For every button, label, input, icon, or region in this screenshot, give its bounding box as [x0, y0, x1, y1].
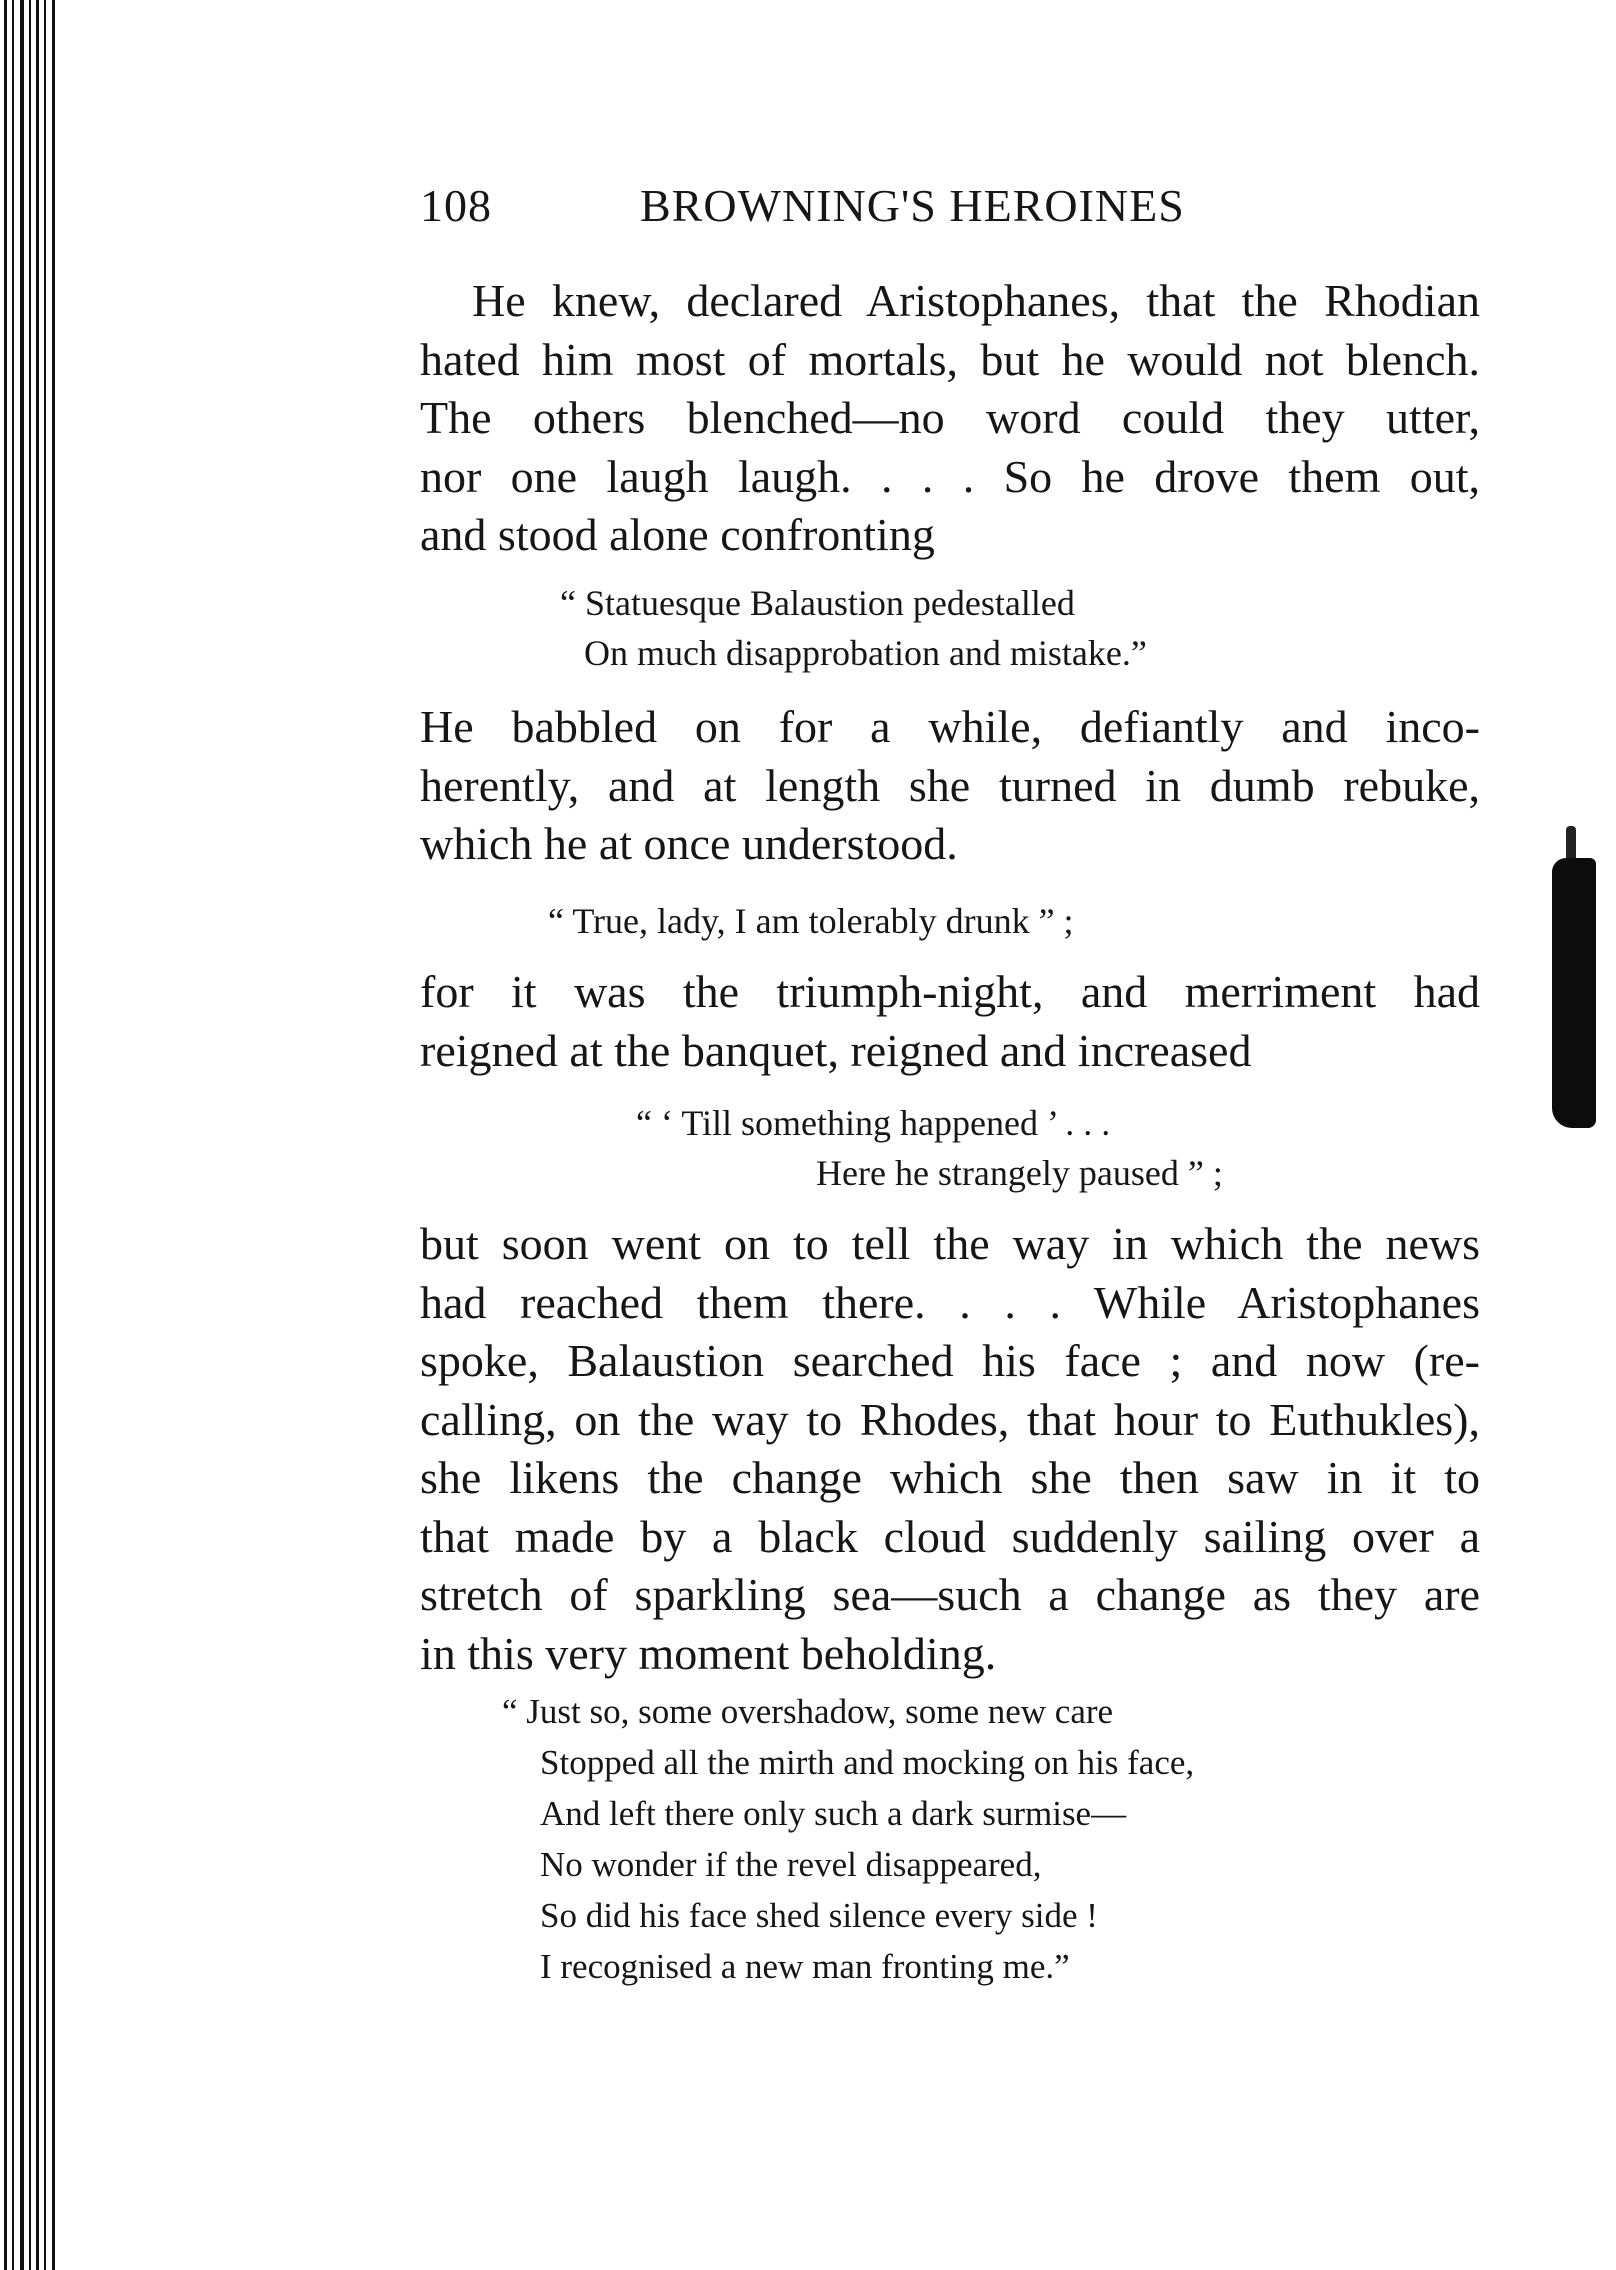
gutter-line: [36, 0, 39, 2270]
running-title: BROWNING'S HEROINES: [640, 180, 1185, 231]
page-number: 108: [420, 180, 492, 231]
text-line: nor one laugh laugh. . . . So he drove them out,: [420, 450, 1480, 502]
verse-quote-4: [502, 1686, 1194, 1992]
verse-line: So did his face shed silence every side !: [540, 1896, 1098, 1935]
text-line: reigned at the banquet, reigned and increased: [420, 1024, 1252, 1076]
text-line: in this very moment beholding.: [420, 1627, 997, 1679]
text-line: stretch of sparkling sea—such a change as they are: [420, 1569, 1480, 1620]
gutter-line: [44, 0, 46, 2270]
verse-line: “ True, lady, I am tolerably drunk ” ;: [548, 901, 1074, 941]
text-line: He knew, declared Aristophanes, that the Rhodian: [472, 275, 1480, 326]
text-line: herently, and at length she turned in dumb rebuke,: [420, 759, 1480, 811]
gutter-line: [4, 0, 7, 2270]
text-line: The others blenched—no word could they utter,: [420, 392, 1480, 443]
verse-line: I recognised a new man fronting me.”: [540, 1947, 1070, 1986]
verse-line: Stopped all the mirth and mocking on his face,: [540, 1743, 1195, 1782]
verse-line: Here he strangely paused ” ;: [816, 1153, 1223, 1193]
verse-quote-1: [560, 578, 1147, 678]
verse-line: On much disapprobation and mistake.”: [584, 633, 1147, 673]
text-line: and stood alone confronting: [420, 509, 935, 560]
paragraph-3: [420, 963, 1480, 1080]
text-line: hated him most of mortals, but he would not blench.: [420, 333, 1480, 385]
paragraph-2: [420, 698, 1480, 874]
text-line: for it was the triumph-night, and merriment had: [420, 966, 1480, 1017]
verse-line: “ ‘ Till something happened ’ . . .: [636, 1103, 1111, 1143]
verse-quote-2: [548, 896, 1074, 946]
paragraph-4: [420, 1215, 1480, 1683]
verse-quote-3: [636, 1098, 1223, 1198]
text-line: had reached them there. . . . While Aristophanes: [420, 1276, 1480, 1328]
text-line: calling, on the way to Rhodes, that hour to Euthukles),: [420, 1393, 1480, 1445]
running-head: [420, 178, 1480, 234]
text-line: He babbled on for a while, defiantly and inco-: [420, 701, 1480, 752]
paragraph-1: [420, 272, 1480, 565]
verse-line: “ Statuesque Balaustion pedestalled: [560, 583, 1075, 623]
binding-gutter: [0, 0, 70, 2270]
scan-smudge: [1552, 858, 1596, 1128]
gutter-line: [29, 0, 31, 2270]
gutter-line: [20, 0, 24, 2270]
text-line: but soon went on to tell the way in which the news: [420, 1218, 1480, 1269]
text-line: she likens the change which she then saw in it to: [420, 1452, 1480, 1503]
verse-line: And left there only such a dark surmise—: [540, 1794, 1127, 1833]
text-line: that made by a black cloud suddenly sailing over a: [420, 1510, 1480, 1562]
verse-line: “ Just so, some overshadow, some new care: [502, 1692, 1114, 1731]
text-line: spoke, Balaustion searched his face ; and now (re-: [420, 1335, 1480, 1386]
gutter-line: [52, 0, 55, 2270]
gutter-line: [12, 0, 14, 2270]
verse-line: No wonder if the revel disappeared,: [540, 1845, 1042, 1884]
text-line: which he at once understood.: [420, 818, 958, 869]
